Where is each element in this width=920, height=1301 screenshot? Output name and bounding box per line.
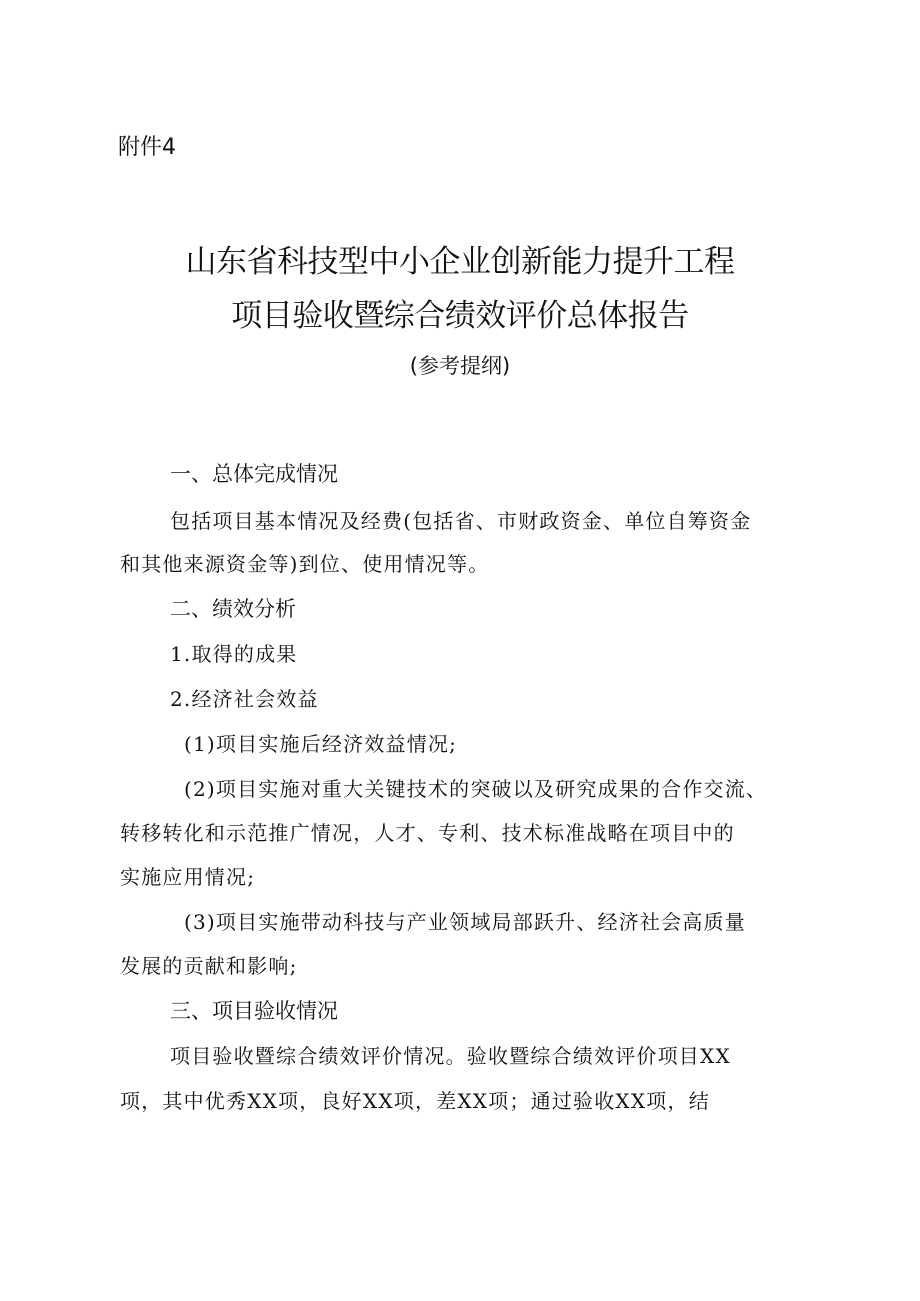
document-title-line2: 项目验收暨综合绩效评价总体报告 — [231, 298, 689, 334]
section-1-paragraph-line1: 包括项目基本情况及经费(包括省、市财政资金、单位自筹资金 — [170, 509, 752, 533]
section-2-subitem-3-line1: (3)项目实施带动科技与产业领域局部跃升、经济社会高质量 — [184, 910, 746, 934]
section-2-subitem-2-line2: 转移转化和示范推广情况，人才、专利、技术标准战略在项目中的 — [120, 821, 735, 845]
section-2-subitem-2-line3: 实施应用情况; — [120, 865, 256, 889]
section-3-paragraph-line1: 项目验收暨综合绩效评价情况。验收暨综合绩效评价项目XX — [170, 1044, 731, 1068]
section-heading-1: 一、总体完成情况 — [170, 462, 338, 486]
attachment-label: 附件4 — [118, 135, 176, 160]
document-subtitle: (参考提纲) — [409, 354, 511, 378]
section-1-paragraph-line2: 和其他来源资金等)到位、使用情况等。 — [120, 552, 490, 576]
section-2-subitem-1: (1)项目实施后经济效益情况; — [184, 732, 458, 756]
section-heading-3: 三、项目验收情况 — [170, 999, 338, 1023]
section-heading-2: 二、绩效分析 — [170, 597, 296, 621]
section-2-item-1: 1.取得的成果 — [170, 642, 298, 666]
section-2-item-2: 2.经济社会效益 — [170, 687, 319, 711]
section-3-paragraph-line2: 项，其中优秀XX项，良好XX项，差XX项；通过验收XX项，结 — [120, 1089, 710, 1113]
section-2-subitem-3-line2: 发展的贡献和影响; — [120, 954, 298, 978]
document-title-line1: 山东省科技型中小企业创新能力提升工程 — [185, 244, 735, 280]
section-2-subitem-2-line1: (2)项目实施对重大关键技术的突破以及研究成果的合作交流、 — [184, 777, 768, 801]
